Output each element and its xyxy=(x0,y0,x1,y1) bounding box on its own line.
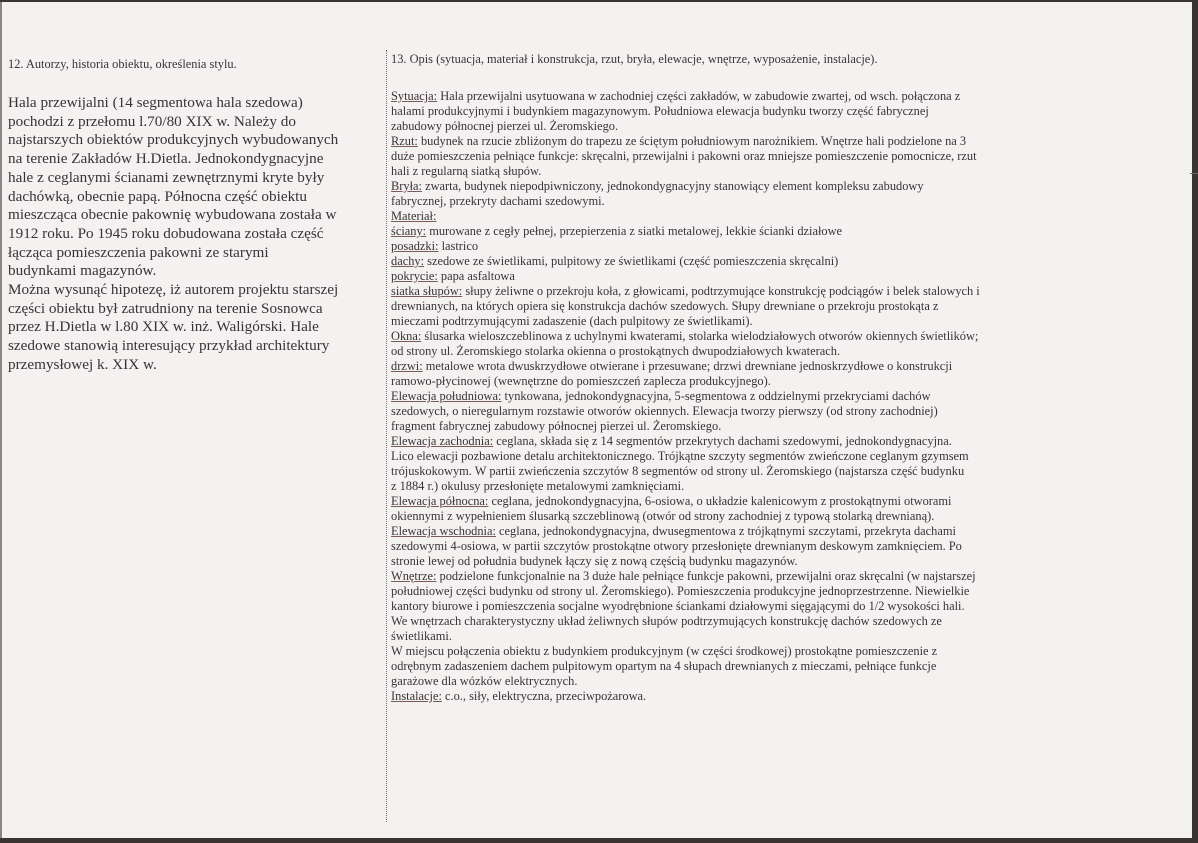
description-line xyxy=(391,149,1091,164)
field-text: fragment fabrycznej zabudowy północnej pierzei ul. Żeromskiego. xyxy=(391,419,722,433)
field-text: lastrico xyxy=(438,239,479,253)
field-text: południowej części budynku od strony ul. Żeromskiego). Pomieszczenia produkcyjne jednoprzestrzenne. Niewielkie xyxy=(391,584,970,598)
field-text: W miejscu połączenia obiektu z budynkiem produkcyjnym (w części środkowej) prostokątne pomieszczenie z xyxy=(391,644,938,658)
field-text: Hala przewijalni usytuowana w zachodniej części zakładów, w zabudowie zwartej, od wsch. połączona z xyxy=(437,89,961,103)
description-line xyxy=(391,284,1091,299)
description-line xyxy=(391,509,1091,524)
description-line xyxy=(391,179,1091,194)
column-divider xyxy=(386,50,387,822)
description-line xyxy=(391,329,1091,344)
field-text: garażowe dla wózków elektrycznych. xyxy=(391,674,578,688)
field-text: budynek na rzucie zbliżonym do trapezu ze ściętym południowym narożnikiem. Wnętrze hali podzielone na 3 xyxy=(417,134,967,148)
description-line xyxy=(391,269,1091,284)
description-line xyxy=(391,344,1091,359)
description-line xyxy=(391,569,1091,584)
field-text: kantory biurowe i pomieszczenia socjalne wyodrębnione ściankami działowymi sięgającymi do 1/2 wysokości hali. xyxy=(391,599,965,613)
field-label: Elewacja zachodnia: xyxy=(391,434,494,448)
field-label: Materiał: xyxy=(391,209,437,223)
section-13-body xyxy=(391,89,1091,704)
body-line: łącząca pomieszczenia pakowni ze starymi xyxy=(8,243,269,261)
body-line: hale z ceglanymi ścianami zewnętrznymi kryte były xyxy=(8,168,325,186)
field-text: szedowych, o nieregularnym rozstawie otworów okiennych. Elewacja tworzy pierwszy (od strony zachodniej) xyxy=(391,404,938,418)
body-line: przez H.Dietla w l.80 XIX w. inż. Waligórski. Hale xyxy=(8,318,319,336)
field-text: fabrycznej, przekryty dachami szedowymi. xyxy=(391,194,605,208)
field-text: ramowo-płycinowej (wewnętrzne do pomieszczeń zaplecza produkcyjnego). xyxy=(391,374,771,388)
field-text: papa asfaltowa xyxy=(437,269,515,283)
section-13 xyxy=(391,52,1091,704)
description-line xyxy=(391,644,1091,659)
description-line xyxy=(391,554,1091,569)
field-text: ceglana, jednokondygnacyjna, 6-osiowa, o układzie kalenicowym z prostokątnymi otworami xyxy=(488,494,952,508)
field-label: Elewacja wschodnia: xyxy=(391,524,496,538)
field-text: Lico elewacji pozbawione detalu architektonicznego. Trójkątne szczyty segmentów zwieńczone ceglanym gzymsem xyxy=(391,449,969,463)
description-line xyxy=(391,539,1091,554)
field-label: drzwi: xyxy=(391,359,423,373)
field-text: duże pomieszczenia pełniące funkcje: skręcalni, przewijalni i pakowni oraz mniejsze pomieszczenie pomocnicze, rzut xyxy=(391,149,977,163)
field-text: stronie lewej od południa budynek łączy się z nową częścią budynku magazynów. xyxy=(391,554,798,568)
field-text: z 1884 r.) okulusy przesłonięte metalowymi zamknięciami. xyxy=(391,479,685,493)
description-line xyxy=(391,524,1091,539)
field-label: ściany: xyxy=(391,224,427,238)
description-line xyxy=(391,89,1091,104)
field-label: pokrycie: xyxy=(391,269,438,283)
description-line xyxy=(391,224,1091,239)
field-text: halami produkcyjnymi i budynkiem magazynowym. Południowa elewacja budynku tworzy część fabrycznej xyxy=(391,104,929,118)
field-label: Bryła: xyxy=(391,179,422,193)
field-text: szedowe ze świetlikami, pulpitowy ze świetlikami (część pomieszczenia skręcalni) xyxy=(424,254,839,268)
description-line xyxy=(391,614,1091,629)
field-text: metalowe wrota dwuskrzydłowe otwierane i przesuwane; drzwi drewniane jednoskrzydłowe o konstrukcji xyxy=(422,359,953,373)
field-text: mieczami podtrzymującymi zadaszenie (dach pulpitowy ze świetlikami). xyxy=(391,314,753,328)
description-line xyxy=(391,239,1091,254)
edge-mark xyxy=(1190,173,1198,174)
field-text: ceglana, jednokondygnacyjna, dwusegmentowa z trójkątnymi szczytami, przekryta dachami xyxy=(495,524,956,538)
description-line xyxy=(391,254,1091,269)
document-sheet xyxy=(0,2,1192,838)
field-label: Rzut: xyxy=(391,134,418,148)
description-line xyxy=(391,134,1091,149)
description-line xyxy=(391,674,1091,689)
field-text: ceglana, składa się z 14 segmentów przekrytych dachami szedowymi, jednokondygnacyjna. xyxy=(493,434,952,448)
description-line xyxy=(391,209,1091,224)
body-line: Hala przewijalni (14 segmentowa hala szedowa) xyxy=(8,94,303,111)
field-text: zabudowy północnej pierzei ul. Żeromskiego. xyxy=(391,119,619,133)
description-line xyxy=(391,479,1091,494)
field-text: od strony ul. Żeromskiego stolarka okienna o prostokątnych dwupodziałowych kwaterach. xyxy=(391,344,841,358)
description-line xyxy=(391,314,1091,329)
body-line: przemysłowej k. XIX w. xyxy=(8,355,157,373)
section-12 xyxy=(8,57,380,375)
description-line xyxy=(391,629,1091,644)
description-line xyxy=(391,419,1091,434)
body-line: budynkami magazynów. xyxy=(8,262,157,280)
description-line xyxy=(391,494,1091,509)
field-text: odrębnym zadaszeniem dachem pulpitowym opartym na 4 słupach drewnianych z mieczami, pełniące funkcje xyxy=(391,659,937,673)
description-line xyxy=(391,434,1091,449)
field-label: Sytuacja: xyxy=(391,89,438,103)
field-label: Okna: xyxy=(391,329,422,343)
description-line xyxy=(391,299,1091,314)
description-line xyxy=(391,689,1091,704)
body-line: mieszcząca obecnie pakownię wybudowana została w xyxy=(8,206,337,224)
field-text: szedowymi 4-osiowa, w partii szczytów prostokątne otwory przesłonięte drewnianym deskowym zamknięciem. Po xyxy=(391,539,962,553)
description-line xyxy=(391,359,1091,374)
field-label: Wnętrze: xyxy=(391,569,437,583)
section-13-heading: 13. Opis (sytuacja, materiał i konstrukcja, rzut, bryła, elewacje, wnętrze, wyposażenie, instalacje). xyxy=(391,52,878,66)
description-line xyxy=(391,374,1091,389)
body-line: na terenie Zakładów H.Dietla. Jednokondygnacyjne xyxy=(8,150,324,168)
field-text: zwarta, budynek niepodpiwniczony, jednokondygnacyjny stanowiący element kompleksu zabudowy xyxy=(421,179,924,193)
body-line: części obiektu był zatrudniony na terenie Sosnowca xyxy=(8,299,323,317)
body-line: szedowe stanowią interesujący przykład architektury xyxy=(8,337,330,355)
body-line: 1912 roku. Po 1945 roku dobudowana została część xyxy=(8,224,324,242)
field-text: słupy żeliwne o przekroju koła, z głowicami, podtrzymujące konstrukcję podciągów i belek stalowych i xyxy=(462,284,980,298)
description-line xyxy=(391,449,1091,464)
field-text: świetlikami. xyxy=(391,629,452,643)
body-line: dachówką, obecnie papą. Północna część obiektu xyxy=(8,187,307,205)
description-line xyxy=(391,164,1091,179)
body-line: najstarszych obiektów produkcyjnych wybudowanych xyxy=(8,131,339,149)
field-text: We wnętrzach charakterystyczny układ żeliwnych słupów podtrzymujących konstrukcję dachów szedowych ze xyxy=(391,614,942,628)
body-line: pochodzi z przełomu l.70/80 XIX w. Należy do xyxy=(8,112,296,130)
section-12-heading: 12. Autorzy, historia obiektu, określenia stylu. xyxy=(8,57,237,71)
body-line: Można wysunąć hipotezę, iż autorem projektu starszej xyxy=(8,281,339,299)
field-text: trójuskokowym. W partii zwieńczenia szczytów 8 segmentów od strony ul. Żeromskiego (najstarsza część budynku xyxy=(391,464,965,478)
description-line xyxy=(391,104,1091,119)
field-text: podzielone funkcjonalnie na 3 duże hale pełniące funkcje pakowni, przewijalni oraz skręcalni (w najstarszej xyxy=(436,569,976,583)
description-line xyxy=(391,194,1091,209)
field-text: c.o., siły, elektryczna, przeciwpożarowa. xyxy=(441,689,647,703)
field-label: dachy: xyxy=(391,254,425,268)
description-line xyxy=(391,464,1091,479)
field-label: Elewacja południowa: xyxy=(391,389,502,403)
description-line xyxy=(391,119,1091,134)
description-line xyxy=(391,404,1091,419)
description-line xyxy=(391,599,1091,614)
description-line xyxy=(391,659,1091,674)
field-text: okiennymi z wypełnieniem ślusarką szczeblinową (otwór od strony zachodniej z typową stolarką drewnianą). xyxy=(391,509,935,523)
field-text: tynkowana, jednokondygnacyjna, 5-segmentowa z oddzielnymi przekryciami dachów xyxy=(501,389,931,403)
field-text: drewnianych, na których opiera się konstrukcja dachów szedowych. Słupy drewniane o przekroju prostokąta z xyxy=(391,299,939,313)
field-label: Instalacje: xyxy=(391,689,442,703)
field-text: ślusarka wieloszczeblinowa z uchylnymi kwaterami, stolarka wielodziałowych otworów okiennych świetlików; xyxy=(421,329,979,343)
field-text: murowane z cegły pełnej, przepierzenia z siatki metalowej, lekkie ścianki działowe xyxy=(426,224,843,238)
field-text: hali z regularną siatką słupów. xyxy=(391,164,542,178)
section-12-body xyxy=(8,94,380,375)
field-label: siatka słupów: xyxy=(391,284,463,298)
field-label: Elewacja północna: xyxy=(391,494,489,508)
description-line xyxy=(391,389,1091,404)
field-label: posadzki: xyxy=(391,239,439,253)
description-line xyxy=(391,584,1091,599)
